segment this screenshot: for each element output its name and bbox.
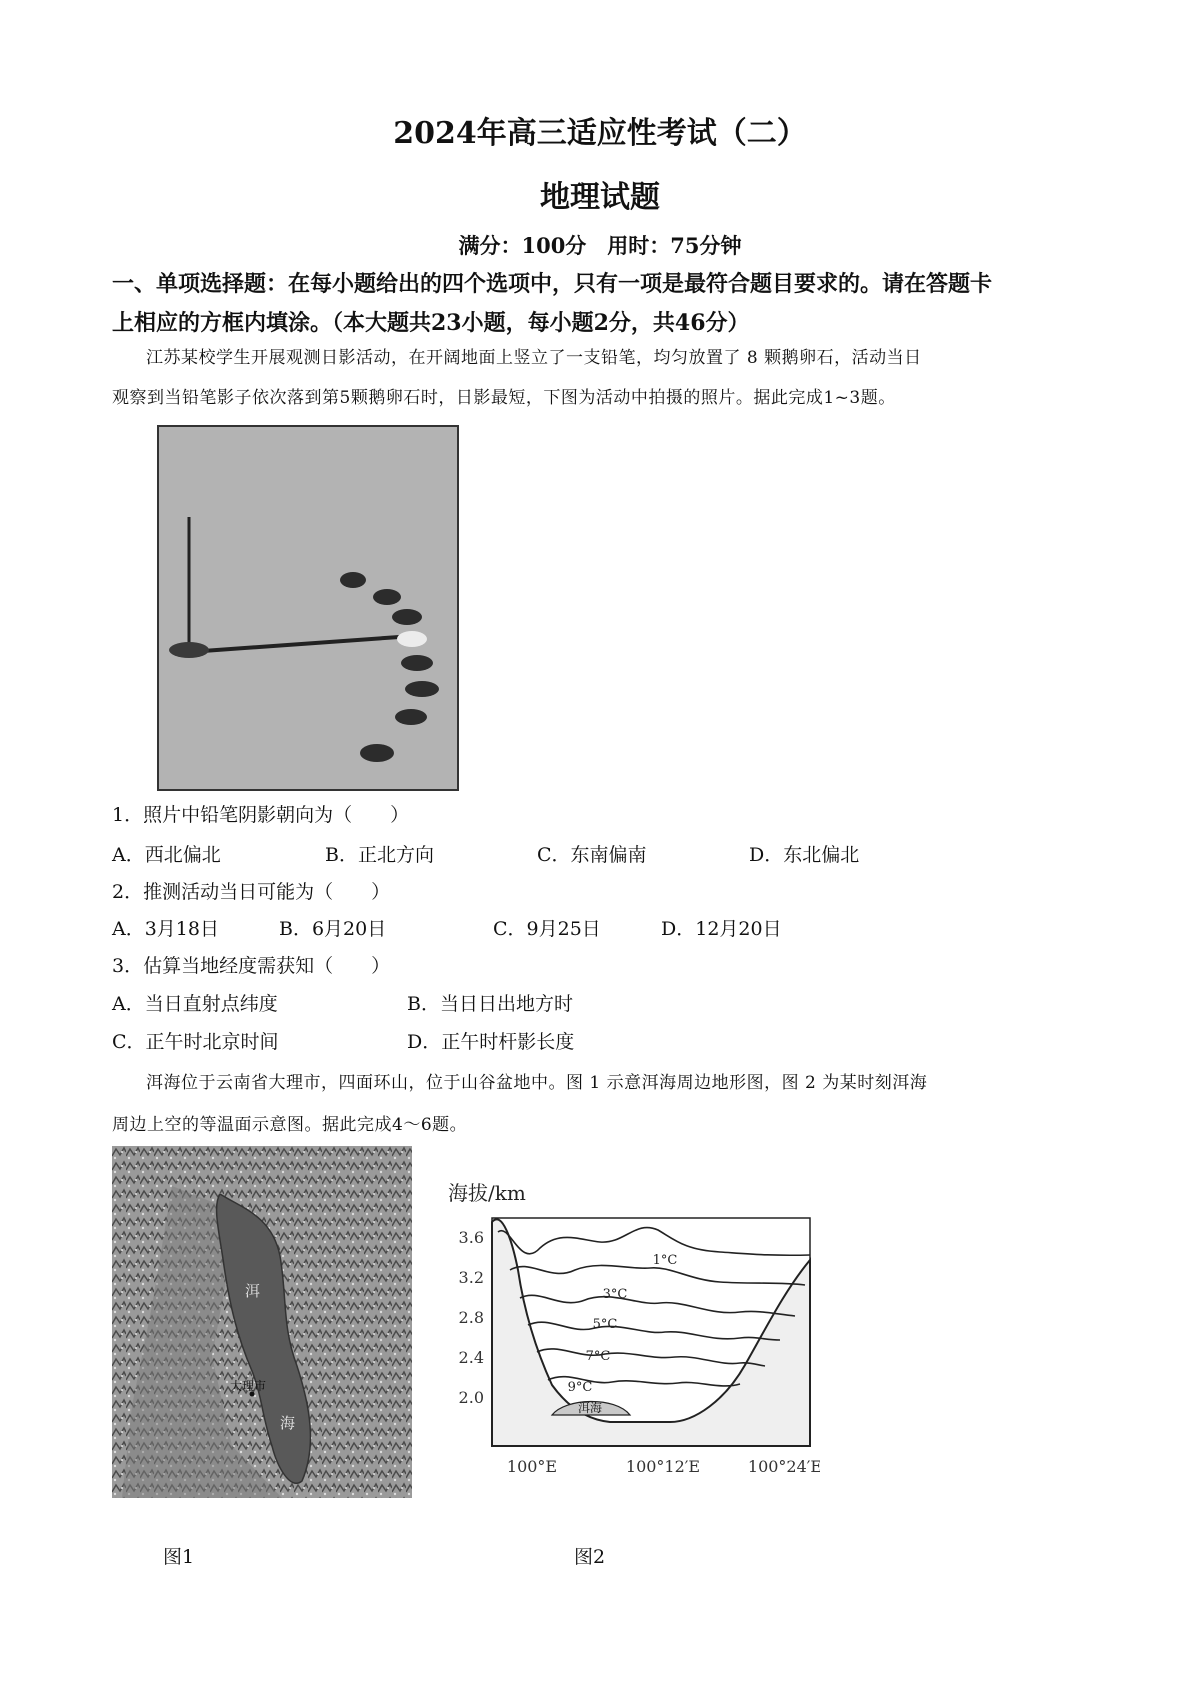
pencil-shadow-photo-drawing: [159, 427, 457, 789]
question-2-option-a: A．3月18日: [112, 918, 219, 940]
question-1-stem: 1．照片中铅笔阴影朝向为（ ）: [112, 804, 410, 826]
question-1-option-a: A．西北偏北: [112, 844, 221, 866]
y-tick-2-0: 2.0: [458, 1388, 484, 1407]
question-3-option-b: B．当日日出地方时: [407, 993, 573, 1015]
question-3-option-d: D．正午时杆影长度: [407, 1031, 575, 1053]
question-2-stem: 2．推测活动当日可能为（ ）: [112, 881, 391, 903]
figure-1-caption: 图1: [163, 1546, 195, 1568]
question-1-option-c: C．东南偏南: [537, 844, 647, 866]
question-3-stem: 3．估算当地经度需获知（ ）: [112, 955, 391, 977]
question-1-option-d: D．东北偏北: [749, 844, 860, 866]
figure-2-caption: 图2: [574, 1546, 606, 1568]
x-tick-100-24e: 100°24′E: [747, 1457, 820, 1476]
score-line: 满分：100分 用时：75分钟: [458, 233, 742, 258]
section-heading-line-2: 上相应的方框内填涂。（本大题共23小题，每小题2分，共46分）: [112, 310, 750, 336]
isotherm-label-3c: 3°C: [602, 1287, 628, 1302]
y-tick-2-4: 2.4: [458, 1348, 484, 1367]
figure-1-terrain-map: [112, 1146, 412, 1498]
subject-title: 地理试题: [540, 180, 660, 215]
exam-title: 2024年高三适应性考试（二）: [393, 116, 807, 151]
intro-1-line-1: 江苏某校学生开展观测日影活动，在开阔地面上竖立了一支铅笔，均匀放置了 8 颗鹅卵石，活动当日: [146, 348, 922, 368]
question-2-option-d: D．12月20日: [661, 918, 782, 940]
x-tick-100e: 100°E: [506, 1457, 558, 1476]
question-2-option-b: B．6月20日: [279, 918, 387, 940]
pencil-shadow-photo: [157, 425, 459, 791]
isotherm-diagram-drawing: [440, 1170, 820, 1510]
y-axis-title: 海拔/km: [448, 1181, 526, 1205]
intro-1-line-2: 观察到当铅笔影子依次落到第5颗鹅卵石时，日影最短，下图为活动中拍摄的照片。据此完成1~3题。: [112, 388, 896, 408]
isotherm-label-7c: 7°C: [585, 1349, 611, 1364]
terrain-map-drawing: [112, 1146, 412, 1498]
isotherm-label-5c: 5°C: [592, 1317, 618, 1332]
y-tick-2-8: 2.8: [458, 1308, 484, 1327]
x-tick-100-12e: 100°12′E: [625, 1457, 701, 1476]
question-1-option-b: B．正北方向: [325, 844, 434, 866]
intro-2-line-1: 洱海位于云南省大理市，四面环山，位于山谷盆地中。图 1 示意洱海周边地形图，图 2 为某时刻洱海: [146, 1073, 928, 1093]
intro-2-line-2: 周边上空的等温面示意图。据此完成4～6题。: [112, 1115, 468, 1135]
pencil-base-icon: [169, 642, 209, 658]
lake-label: 洱海: [577, 1401, 603, 1415]
y-tick-3-6: 3.6: [458, 1228, 484, 1247]
isotherm-label-9c: 9°C: [567, 1380, 593, 1395]
question-3-option-c: C．正午时北京时间: [112, 1031, 279, 1053]
section-heading-line-1: 一、单项选择题：在每小题给出的四个选项中，只有一项是最符合题目要求的。请在答题卡: [112, 271, 993, 297]
y-tick-3-2: 3.2: [458, 1268, 484, 1287]
figure-2-isotherm-diagram: [440, 1170, 820, 1510]
lake-label-2: 海: [280, 1414, 296, 1432]
dali-city-label: 大理市: [230, 1379, 267, 1393]
question-3-option-a: A．当日直射点纬度: [112, 993, 278, 1015]
lake-label-1: 洱: [245, 1282, 261, 1300]
isotherm-label-1c: 1°C: [652, 1253, 678, 1268]
question-2-option-c: C．9月25日: [493, 918, 601, 940]
